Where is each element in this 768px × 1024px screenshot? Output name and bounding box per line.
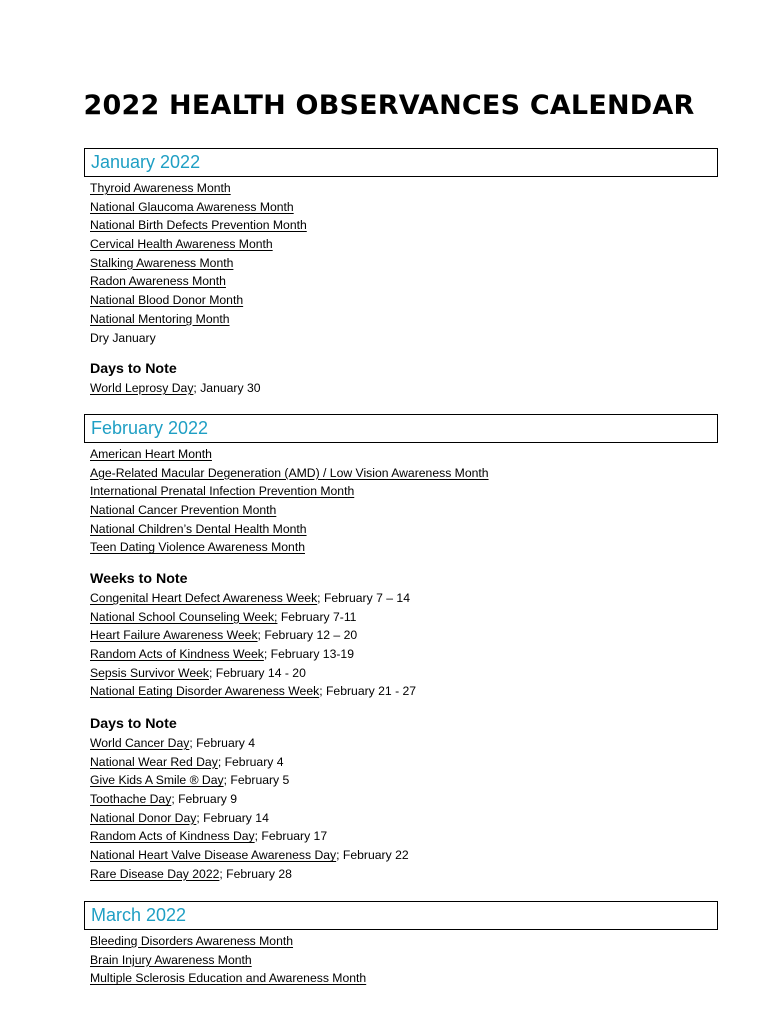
february-weeks-heading: Weeks to Note (90, 571, 188, 587)
observance-link[interactable]: Brain Injury Awareness Month (90, 952, 252, 967)
observance-link[interactable]: National Children’s Dental Health Month (90, 521, 307, 536)
list-item (90, 753, 409, 772)
list-item (90, 179, 307, 198)
observance-date: ; February 7 – 14 (317, 591, 410, 605)
observance-link[interactable]: Heart Failure Awareness Week (90, 628, 258, 643)
list-item (90, 482, 489, 501)
list-item (90, 310, 307, 329)
observance-date: ; February 5 (223, 773, 290, 788)
observance-link[interactable]: Give Kids A Smile ® Day (90, 773, 224, 788)
january-days-list (90, 379, 261, 398)
january-observances-list (90, 179, 307, 347)
observance-link[interactable]: Random Acts of Kindness Day (90, 829, 255, 844)
month-heading-march (84, 901, 718, 930)
list-item (90, 329, 307, 348)
observance-link[interactable]: International Prenatal Infection Prevention Month (90, 484, 355, 499)
observance-link[interactable]: World Cancer Day (90, 736, 190, 750)
observance-date: ; February 12 – 20 (257, 628, 358, 643)
list-item (90, 771, 409, 790)
month-heading-label: February 2022 (91, 418, 209, 438)
observance-link[interactable]: World Leprosy Day (90, 381, 194, 395)
observance-date: ; February 9 (171, 792, 238, 807)
month-heading-february (84, 414, 718, 443)
observance-link[interactable]: Age-Related Macular Degeneration (AMD) / Low Vision Awareness Month (90, 465, 489, 480)
document-title: 2022 HEALTH OBSERVANCES CALENDAR (83, 90, 695, 121)
observance-date: ; February 14 (196, 810, 269, 825)
observance-link[interactable]: National Donor Day (90, 810, 197, 825)
list-item (90, 865, 409, 884)
observance-link[interactable]: Bleeding Disorders Awareness Month (90, 934, 294, 948)
month-heading-label: January 2022 (91, 152, 201, 172)
january-days-heading: Days to Note (90, 361, 177, 377)
list-item (90, 645, 416, 664)
list-item (90, 846, 409, 865)
observance-date: ; February 28 (219, 866, 292, 881)
observance-date: ; February 13-19 (263, 647, 354, 662)
list-item (90, 809, 409, 828)
february-days-list (90, 734, 409, 884)
list-item (90, 589, 416, 608)
observance-link[interactable]: National Wear Red Day (90, 754, 218, 769)
observance-link[interactable]: Thyroid Awareness Month (90, 181, 231, 195)
list-item (90, 951, 366, 970)
list-item (90, 608, 416, 627)
observance-date: ; February 22 (336, 848, 409, 863)
list-item (90, 734, 409, 753)
list-item (90, 216, 307, 235)
observance-date: ; January 30 (193, 381, 261, 395)
observance-text: Dry January (90, 330, 156, 345)
observance-link[interactable]: Sepsis Survivor Week (90, 665, 209, 680)
observance-date: February 7-11 (277, 609, 357, 624)
list-item (90, 379, 261, 398)
observance-link[interactable]: Random Acts of Kindness Week (90, 647, 264, 662)
observance-link[interactable]: National Mentoring Month (90, 311, 230, 326)
february-weeks-list (90, 589, 416, 701)
list-item (90, 254, 307, 273)
observance-link[interactable]: Radon Awareness Month (90, 274, 226, 289)
observance-link[interactable]: National Blood Donor Month (90, 293, 244, 308)
list-item (90, 626, 416, 645)
observance-link[interactable]: Toothache Day (90, 792, 172, 807)
observance-link[interactable]: Multiple Sclerosis Education and Awareness Month (90, 971, 367, 986)
list-item (90, 827, 409, 846)
observance-link[interactable]: Congenital Heart Defect Awareness Week (90, 591, 318, 605)
observance-link[interactable]: Stalking Awareness Month (90, 255, 234, 270)
month-heading-january (84, 148, 718, 177)
observance-link[interactable]: National Heart Valve Disease Awareness Day (90, 848, 337, 863)
february-days-heading: Days to Note (90, 716, 177, 732)
february-observances-list (90, 445, 489, 557)
list-item (90, 445, 489, 464)
list-item (90, 464, 489, 483)
observance-date: ; February 21 - 27 (319, 684, 417, 699)
observance-date: ; February 14 - 20 (208, 665, 306, 680)
list-item (90, 682, 416, 701)
list-item (90, 932, 366, 951)
list-item (90, 198, 307, 217)
list-item (90, 235, 307, 254)
march-observances-list (90, 932, 366, 988)
list-item (90, 664, 416, 683)
list-item (90, 520, 489, 539)
list-item (90, 969, 366, 988)
observance-link[interactable]: Cervical Health Awareness Month (90, 237, 273, 252)
list-item (90, 272, 307, 291)
list-item (90, 501, 489, 520)
month-heading-label: March 2022 (91, 905, 187, 925)
observance-link[interactable]: National Glaucoma Awareness Month (90, 199, 294, 214)
observance-link[interactable]: National School Counseling Week; (90, 609, 278, 624)
observance-link[interactable]: Teen Dating Violence Awareness Month (90, 540, 305, 555)
list-item (90, 790, 409, 809)
observance-link[interactable]: National Birth Defects Prevention Month (90, 218, 307, 233)
observance-link[interactable]: National Eating Disorder Awareness Week (90, 684, 320, 699)
observance-date: ; February 4 (189, 736, 256, 750)
observance-date: ; February 17 (254, 829, 328, 844)
list-item (90, 291, 307, 310)
observance-date: ; February 4 (217, 754, 284, 769)
list-item (90, 538, 489, 557)
observance-link[interactable]: Rare Disease Day 2022 (90, 866, 220, 881)
observance-link[interactable]: American Heart Month (90, 447, 212, 461)
observance-link[interactable]: National Cancer Prevention Month (90, 503, 277, 518)
